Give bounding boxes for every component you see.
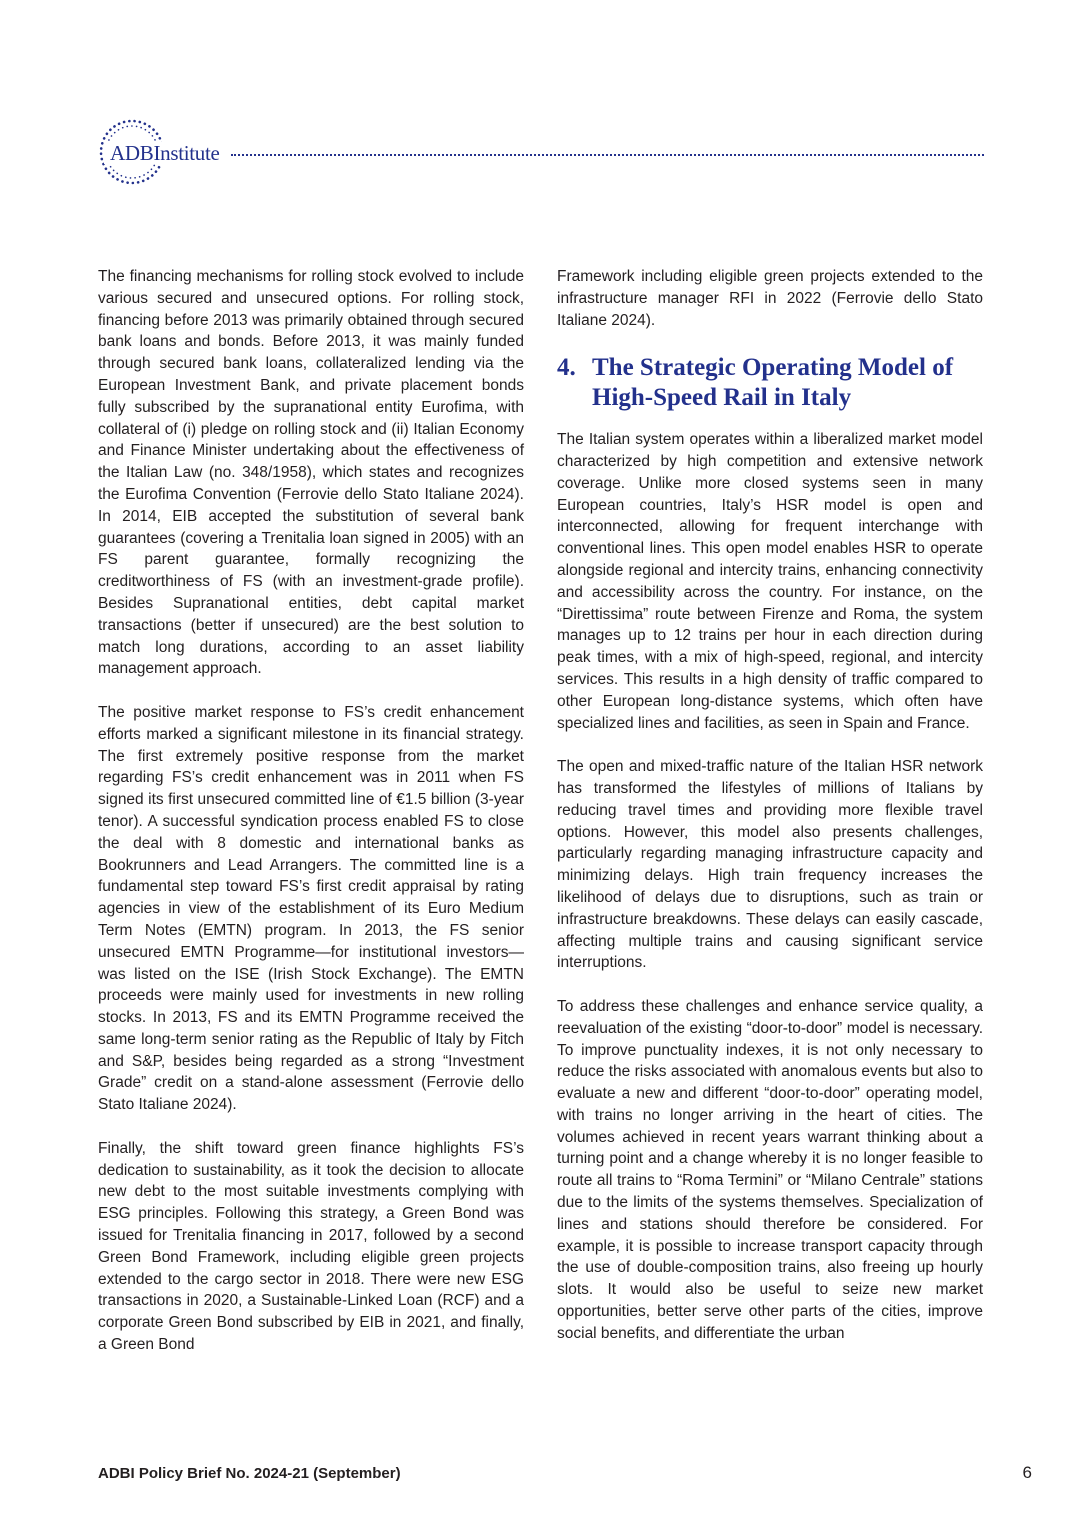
paragraph: Framework including eligible green projects extended to the infrastructure manager RFI in 2022 (Ferrovie dello Stato Italiane 2024). [557, 268, 983, 329]
page-header [96, 116, 984, 188]
paragraph: Finally, the shift toward green finance highlights FS’s dedication to sustainability, as it took the decision to allocate new debt to the most suitable investments complying with ESG principles. Following this strategy, a Green Bond was issued for Trenitalia financing in 2017, followed by a second Green Bond Framework, including eligible green projects extended to the cargo sector in 2018. There were new ESG transactions in 2020, a Sustainable-Linked Loan (RCF) and a corporate Green Bond subscribed by EIB in 2021, and finally, a Green Bond [98, 1139, 524, 1354]
paragraph: The financing mechanisms for rolling stock evolved to include various secured and unsecured options. For rolling stock, financing before 2013 was primarily obtained through secured bank loans and bonds. Before 2013, it was mainly funded through secured bank loans, collateralized lending via the European Investment Bank, and private placement bonds fully subscribed by the supranational entity Eurofima, with collateral of (i) pledge on rolling stock and (ii) Italian Economy and Finance Minister undertaking about the effectiveness of the Italian Law (no. 348/1958), which states and recognizes the Eurofima Convention (Ferrovie dello Stato Italiane 2024). In 2014, EIB accepted the substitution of several bank guarantees (covering a Trenitalia loan signed in 2005) with an FS parent guarantee, formally recognizing the creditworthiness of FS (with an investment-grade profile). Besides Supranational entities, debt capital market transactions (better if unsecured) are the best solution to match long durations, according to an asset liability management approach. [98, 268, 524, 678]
paragraph: The open and mixed-traffic nature of the Italian HSR network has transformed the lifestyles of millions of Italians by reducing travel times and providing more flexible travel options. However, this model also presents challenges, particularly regarding managing infrastructure capacity and minimizing delays. High train frequency increases the likelihood of delays due to disruptions, such as train or infrastructure breakdowns. These delays can easily cascade, affecting multiple trains and causing significant service interruptions. [557, 758, 983, 972]
paragraph: The positive market response to FS’s credit enhancement efforts marked a significant milestone in its financial strategy. The first extremely positive response from the market regarding FS’s credit enhancement was in 2011 when FS signed its first unsecured committed line of €1.5 billion (3-year tenor). A successful syndication process enabled FS to close the deal with 8 domestic and international banks as Bookrunners and Lead Arrangers. The committed line is a fundamental step toward FS’s first credit appraisal by rating agencies in view of the establishment of its Euro Medium Term Notes (EMTN) program. In 2013, the FS senior unsecured EMTN Programme—for institutional investors—was listed on the ISE (Irish Stock Exchange). The EMTN proceeds were mainly used for investments in new rolling stocks. In 2013, FS and its EMTN Programme received the same long-term senior rating as the Republic of Italy by Fitch and S&P, besides being regarded as a strong “Investment Grade” credit on a stand-alone assessment (Ferrovie dello Stato Italiane 2024). [98, 703, 524, 1114]
header-dotted-rule [231, 154, 984, 156]
page-number: 6 [1022, 1463, 1032, 1482]
left-column [98, 266, 524, 1356]
paragraph: To address these challenges and enhance service quality, a reevaluation of the existing “door-to-door” model is necessary. To improve punctuality indexes, it is not only necessary to reduce the risks associated with anomalous events but also to evaluate a new and different “door-to-door” operating model, with trains no longer arriving in the heart of cities. The volumes achieved in recent years warrant thinking about a turning point and a change whereby it is no longer feasible to route all trains to “Roma Termini” or “Milano Centrale” stations due to the limits of the systems themselves. Specialization of lines and stations should therefore be considered. For example, it is possible to increase transport capacity through the use of double-composition trains, also freeing up hourly slots. It would also be useful to seize new market opportunities, better serve other parts of the cities, improve social benefits, and differentiate the urban [557, 997, 983, 1342]
section-heading [557, 353, 983, 413]
section-number: 4. [557, 354, 576, 382]
section-title: The Strategic Operating Model of High-Speed Rail in Italy [592, 354, 954, 412]
footer-publication: ADBI Policy Brief No. 2024-21 (September) [98, 1465, 401, 1482]
paragraph: The Italian system operates within a liberalized market model characterized by high competition and extensive network coverage. Unlike more closed systems seen in many European countries, Italy’s HSR model is open and interconnected, allowing for frequent interchange with conventional lines. This open model enables HSR to operate alongside regional and intercity trains, enhancing connectivity and accessibility across the country. For instance, on the “Direttissima” route between Firenze and Roma, the system manages up to 12 trains per hour in each direction during peak times, with a mix of high-speed, regional, and intercity services. This results in a high density of traffic compared to other European long-distance systems, which often have specialized lines and facilities, as seen in Spain and France. [557, 431, 983, 732]
right-column [557, 266, 983, 1345]
logo-text: ADBInstitute [110, 141, 220, 165]
